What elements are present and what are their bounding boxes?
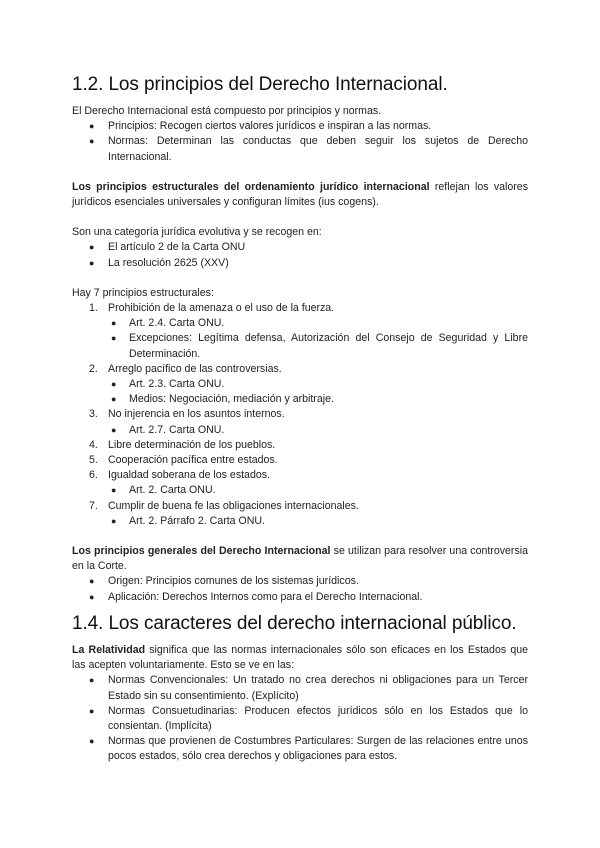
list-item: ● Medios: Negociación, mediación y arbitraje.	[72, 392, 528, 407]
list-item: 3. No injerencia en los asuntos internos.	[89, 408, 285, 421]
list-item: ● Art. 2. Carta ONU.	[72, 483, 528, 498]
bullet-icon: ●	[89, 136, 95, 147]
generales-list	[72, 574, 528, 604]
list-item: ● El artículo 2 de la Carta ONU	[72, 240, 528, 255]
bullet-icon: ●	[111, 318, 117, 329]
list-item: ● Excepciones: Legítima defensa, Autorización del Consejo de Seguridad y Libre Determinación.	[111, 332, 528, 360]
bullet-icon: ●	[89, 675, 95, 686]
document-page	[72, 72, 528, 765]
estructurales-paragraph: Los principios estructurales del ordenamiento jurídico internacional reflejan los valores jurídicos esenciales universales y configuran límites (ius cogens).	[72, 180, 528, 209]
section-1-heading: 1.2. Los principios del Derecho Internacional.	[72, 74, 448, 95]
list-item: 6. Igualdad soberana de los estados.	[89, 469, 270, 482]
bullet-icon: ●	[89, 242, 95, 253]
list-item: ● Normas que provienen de Costumbres Particulares: Surgen de las relaciones entre unos pocos estados, sólo crea derechos y obligaciones para estos.	[89, 735, 528, 763]
bullet-icon: ●	[111, 379, 117, 390]
bullet-icon: ●	[89, 121, 95, 132]
list-item: ● Aplicación: Derechos Internos como para el Derecho Internacional.	[72, 590, 528, 605]
section-2-heading: 1.4. Los caracteres del derecho internacional público.	[72, 612, 517, 634]
bullet-icon: ●	[111, 333, 117, 344]
list-item: 2. Arreglo pacífico de las controversias.	[89, 362, 282, 375]
bullet-icon: ●	[89, 591, 95, 602]
bullet-icon: ●	[89, 705, 95, 716]
list-item: ● Normas Convencionales: Un tratado no crea derechos ni obligaciones para un Tercer Estado sin su consentimiento. (Explícito)	[89, 674, 528, 702]
list-item: ● Normas Consuetudinarias: Producen efectos jurídicos sólo en los Estados que lo consientan. (Implícita)	[89, 704, 528, 732]
bullet-icon: ●	[89, 736, 95, 747]
bullet-icon: ●	[111, 394, 117, 405]
list-item: 4. Libre determinación de los pueblos.	[89, 438, 276, 451]
list-item: ● Art. 2.4. Carta ONU.	[72, 316, 528, 331]
list-item: 1. Prohibición de la amenaza o el uso de la fuerza.	[89, 302, 335, 315]
bullet-icon: ●	[111, 485, 117, 496]
principios-normas-list	[72, 119, 528, 165]
bullet-icon: ●	[111, 515, 117, 526]
evolutiva-paragraph: Son una categoría jurídica evolutiva y se recogen en:	[72, 226, 322, 239]
list-item: ● La resolución 2625 (XXV)	[72, 256, 528, 271]
bullet-icon: ●	[111, 424, 117, 435]
bullet-icon: ●	[89, 257, 95, 268]
list-item: ● Art. 2.3. Carta ONU.	[72, 377, 528, 392]
generales-paragraph: Los principios generales del Derecho Internacional se utilizan para resolver una controversia en la Corte.	[72, 545, 528, 573]
normas-list	[72, 673, 528, 764]
list-item: 7. Cumplir de buena fe las obligaciones internacionales.	[89, 499, 359, 512]
list-item: ● Normas: Determinan las conductas que deben seguir los sujetos de Derecho Internacional.	[89, 135, 528, 163]
list-item: 5. Cooperación pacífica entre estados.	[89, 454, 278, 467]
principios-list	[72, 301, 528, 529]
list-item: ● Origen: Principios comunes de los sistemas jurídicos.	[72, 574, 528, 589]
fuentes-list	[72, 240, 528, 270]
relatividad-paragraph: La Relatividad significa que las normas internacionales sólo son eficaces en los Estados que las acepten voluntariamente. Esto se ve en las:	[72, 643, 528, 672]
list-item: ● Art. 2.7. Carta ONU.	[72, 423, 528, 438]
list-item: ● Principios: Recogen ciertos valores jurídicos e inspiran a las normas.	[72, 119, 528, 134]
list-item: ● Art. 2. Párrafo 2. Carta ONU.	[72, 514, 528, 529]
section-1-intro: El Derecho Internacional está compuesto por principios y normas.	[72, 105, 382, 117]
bullet-icon: ●	[89, 576, 95, 587]
hay7-paragraph: Hay 7 principios estructurales:	[72, 286, 214, 299]
